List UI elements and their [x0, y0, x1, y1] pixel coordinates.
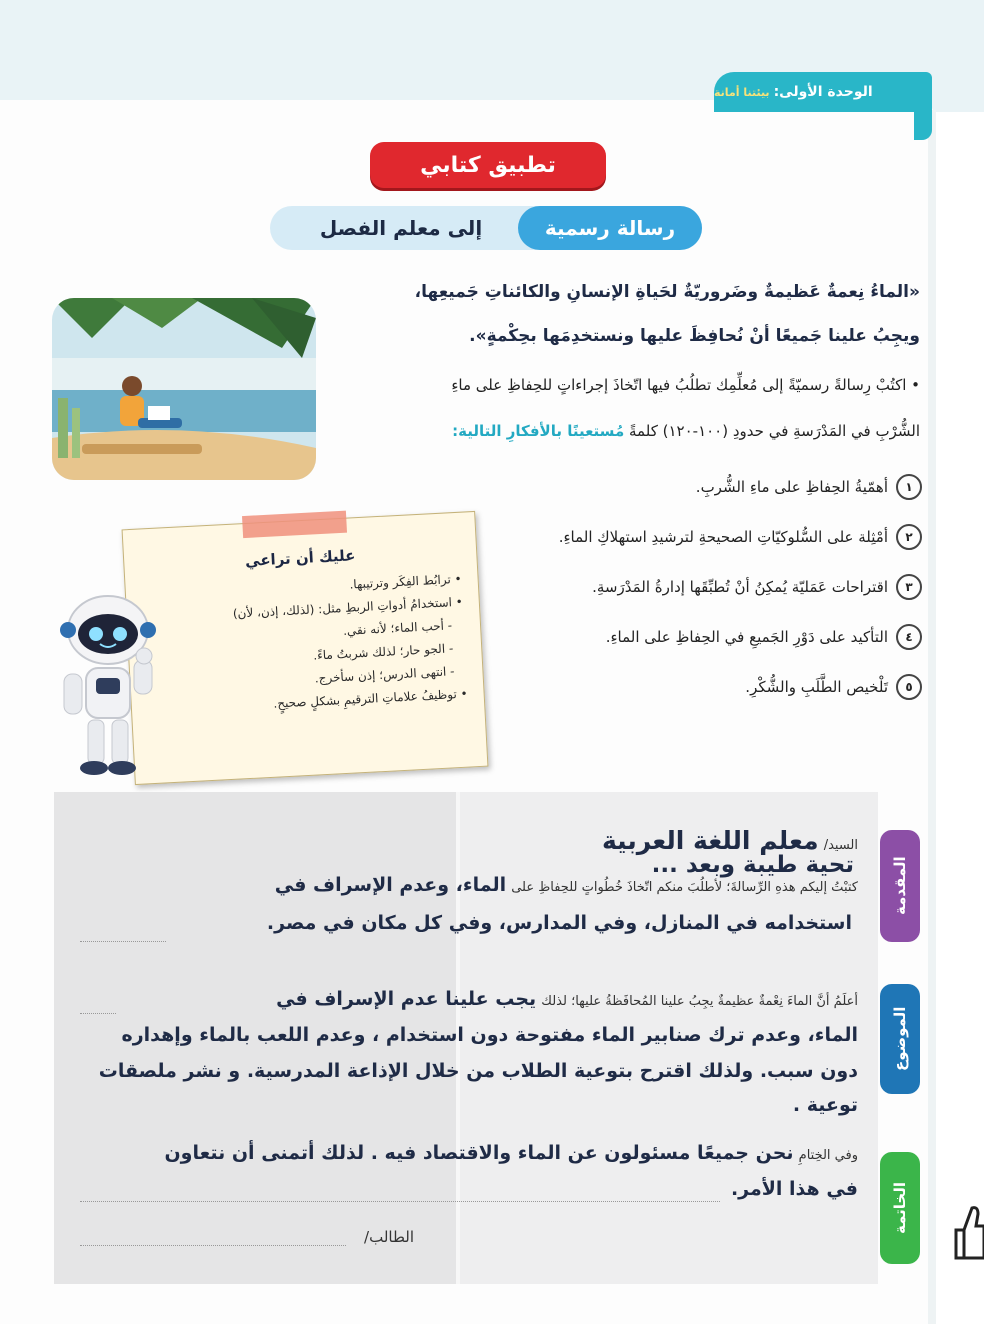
- quote-line-2: ويجِبُ علينا جَميعًا أنْ نُحافِظَ عليها ونستخدِمَها بحِكْمةٍ».: [469, 326, 920, 346]
- item-text: تَلْخيص الطَّلَبِ والشُّكْرِ.: [745, 678, 888, 696]
- unit-subtitle: بيئتنا أمانة: [714, 85, 770, 99]
- list-item: [470, 562, 922, 612]
- body-handwritten-3: دون سبب. ولذلك اقترح بتوعية الطلاب من خلال الإذاعة المدرسية. و نشر ملصقات: [98, 1060, 858, 1082]
- tip-item: • توظيفُ علاماتِ الترقيمِ بشكلٍ صحيحٍ.: [273, 686, 468, 711]
- body-handwritten-1: يجب علينا عدم الإسراف في: [276, 988, 537, 1010]
- writing-line: [80, 940, 166, 942]
- body-handwritten-4: توعية .: [792, 1094, 858, 1116]
- writing-line: [80, 1244, 346, 1246]
- robot-mascot: [56, 590, 160, 780]
- task-line-2-text: الشُّرْبِ في المَدْرَسةِ في حدودِ (١٠٠-١٢٠) كلمةً: [629, 422, 920, 440]
- tip-item: • ترابُط الفِكَر وترتيبها.: [349, 571, 462, 592]
- item-text: اقتراحات عَمَليّة يُمكِنُ أنْ تُطبِّقَها إدارةُ المَدْرَسةِ.: [592, 578, 888, 596]
- tips-note: [122, 511, 489, 785]
- tip-item: • استخدامُ أدواتِ الربطِ مثل: (لذلك، إذن، لأن): [232, 594, 464, 621]
- intro-printed: كتبْتُ إليكم هذهِ الرِّسالةَ؛ لأطلُبَ منكم اتّخاذَ خُطُواتٍ للحِفاظِ على: [511, 880, 858, 895]
- list-item: [470, 612, 922, 662]
- list-item: [470, 512, 922, 562]
- close-printed: وفي الخِتامِ: [798, 1148, 858, 1163]
- tip-item: - الجو حار؛ لذلك شربتُ ماءً.: [312, 641, 454, 663]
- body-printed: أعلَمُ أنَّ الماءَ نِعْمةٌ عظيمةٌ يجِبُ علينا المُحافَظةُ عليها؛ لذلك: [541, 994, 858, 1009]
- salutation-line: [602, 826, 858, 855]
- tip-item: - انتهى الدرس؛ إذن سأخرج.: [314, 664, 455, 686]
- page-title: تطبيق كتابي: [370, 142, 606, 188]
- section-tab-body: الموضوع: [880, 984, 920, 1094]
- item-number: ٥: [896, 674, 922, 700]
- item-number: ٤: [896, 624, 922, 650]
- unit-label: الوحدة الأولى:: [773, 84, 873, 100]
- tips-title: عليك أن تراعي: [244, 546, 356, 571]
- intro-line-1: [275, 874, 858, 896]
- section-tab-intro: المقدمة: [880, 830, 920, 942]
- ideas-list: [470, 462, 922, 712]
- student-label: الطالب/: [364, 1228, 414, 1246]
- item-text: أهمّيةُ الحِفاظِ على ماءِ الشُّربِ.: [695, 478, 888, 496]
- item-text: أمْثِلة على السُّلوكيّاتِ الصحيحةِ لترشيدِ استهلاكِ الماءِ.: [558, 528, 888, 546]
- task-instructions: [330, 362, 920, 454]
- intro-handwritten-1: الماء، وعدم الإسراف في: [274, 874, 507, 896]
- task-highlight: مُستعينًا بالأفكارِ التالية:: [452, 422, 625, 440]
- unit-tab-stem: [914, 100, 932, 140]
- intro-handwritten-2: استخدامه في المنازل، وفي المدارس، وفي كل مكان في مصر.: [266, 912, 852, 934]
- task-line-2: [330, 408, 920, 454]
- close-line-1: [164, 1142, 858, 1164]
- thumbs-up-icon: [954, 1200, 984, 1264]
- page-edge: [928, 110, 936, 1324]
- letter-type-label: رسالة رسمية: [518, 206, 702, 250]
- tip-item: - أحب الماء؛ لأنه نقي.: [342, 618, 453, 638]
- quote-line-1: «الماءُ نِعمةٌ عَظيمةٌ وضَروريّةٌ لحَياةِ الإنسانِ والكائناتِ جَميعِها،: [414, 282, 920, 302]
- quote-block: [330, 270, 920, 358]
- list-item: [470, 662, 922, 712]
- writing-line: [80, 1012, 116, 1014]
- body-handwritten-2: الماء، وعدم ترك صنابير الماء مفتوحة دون استخدام ، وعدم اللعب بالماء وإهداره: [121, 1024, 858, 1046]
- section-tab-close: الخاتمة: [880, 1152, 920, 1264]
- recipient-label: إلى معلم الفصل: [319, 216, 483, 240]
- close-handwritten-1: نحن جميعًا مسئولون عن الماء والاقتصاد فيه . لذلك أتمنى أن نتعاون: [164, 1142, 794, 1164]
- item-number: ٢: [896, 524, 922, 550]
- greeting: تحية طيبة وبعد ...: [651, 852, 854, 878]
- subtitle-pill: [270, 206, 702, 250]
- item-text: التأكيد على دَوْرِ الجَميعِ في الحِفاظِ على الماءِ.: [605, 628, 888, 646]
- tape-strip: [242, 511, 347, 538]
- list-item: [470, 462, 922, 512]
- salutation-label: السيد/: [823, 838, 858, 853]
- item-number: ١: [896, 474, 922, 500]
- writing-line: [80, 1200, 720, 1202]
- tips-content: [140, 539, 468, 723]
- salutation-handwritten: معلم اللغة العربية: [601, 826, 819, 855]
- boy-reading-illustration: [52, 298, 316, 480]
- close-handwritten-2: في هذا الأمر.: [730, 1178, 858, 1200]
- item-number: ٣: [896, 574, 922, 600]
- body-line-1: [276, 988, 858, 1010]
- task-line-1: • اكتُبْ رِسالةً رسميّةً إلى مُعلِّمِك تطلُبُ فيها اتّخاذَ إجراءاتٍ للحِفاظِ على ماءِ: [451, 376, 920, 394]
- unit-tab: [714, 72, 932, 112]
